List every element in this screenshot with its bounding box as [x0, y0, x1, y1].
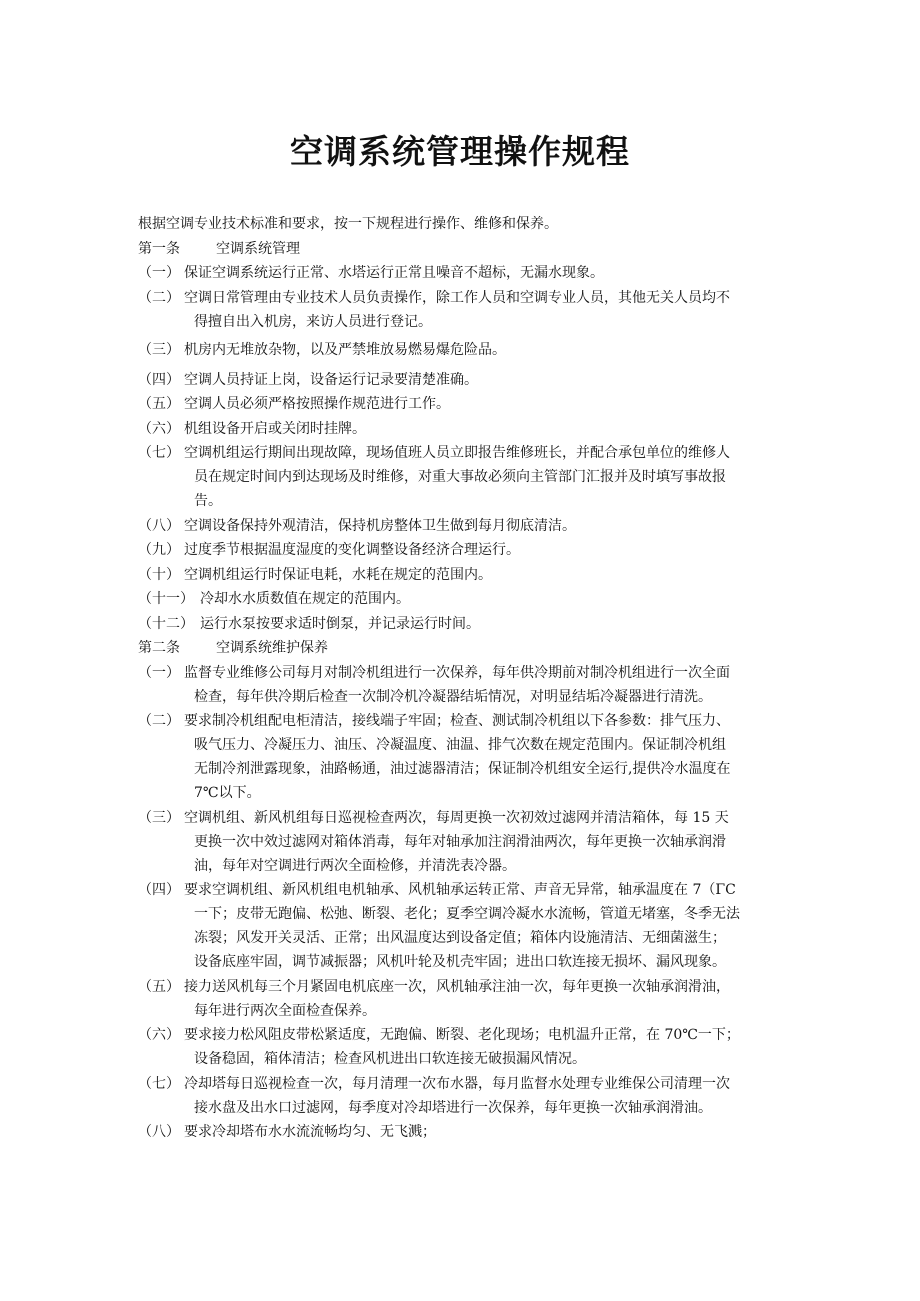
item-line: 冻裂；风发开关灵活、正常；出风温度达到设备定值；箱体内设施清洁、无细菌滋生；	[194, 930, 726, 946]
item-line: 油，每年对空调进行两次全面检修，并清洗表冷器。	[194, 857, 516, 874]
item-line: 接水盘及出水口过滤网，每季度对冷却塔进行一次保养，每年更换一次轴承润滑油。	[194, 1099, 712, 1116]
item-number: （六）	[138, 1027, 180, 1043]
list-item	[138, 261, 798, 285]
item-line: 空调机组运行时保证电耗，水耗在规定的范围内。	[184, 566, 492, 583]
list-item	[138, 563, 798, 587]
item-number: （十一）	[138, 591, 194, 607]
item-line: 要求接力松风阻皮带松紧适度，无跑偏、断裂、老化现场；电机温升正常，在 70℃一下；	[184, 1027, 740, 1043]
item-line: 空调机组、新风机组每日巡视检查两次，每周更换一次初效过滤网并清洁箱体，每 15 天	[184, 809, 729, 826]
item-number: （四）	[138, 371, 180, 388]
item-line: 冷却水水质数值在规定的范围内。	[200, 591, 410, 607]
item-number: （一）	[138, 265, 180, 281]
list-item	[138, 975, 798, 1023]
item-line: 吸气压力、冷凝压力、油压、冷凝温度、油温、排气次数在规定范围内。保证制冷机组	[194, 737, 726, 753]
list-item	[138, 538, 798, 562]
item-number: （十）	[138, 566, 180, 583]
intro-paragraph: 根据空调专业技术标准和要求，按一下规程进行操作、维修和保养。	[138, 216, 558, 232]
article-title: 空调系统维护保养	[216, 640, 328, 656]
list-item	[138, 1023, 798, 1071]
item-number: （八）	[138, 1124, 180, 1140]
item-line: 无制冷剂泄露现象，油路畅通，油过滤器清洁；保证制冷机组安全运行,提供冷水温度在	[194, 761, 731, 777]
item-line: 告。	[194, 493, 222, 509]
item-number: （四）	[138, 882, 180, 898]
article-heading	[138, 636, 798, 661]
list-item	[138, 417, 798, 441]
list-item	[138, 806, 798, 878]
item-line: 得擅自出入机房，来访人员进行登记。	[194, 313, 432, 330]
item-number: （十二）	[138, 615, 194, 632]
item-line: 设备底座牢固，调节减振器；风机叶轮及机壳牢固；进出口软连接无损坏、漏风现象。	[194, 954, 726, 970]
list-item	[138, 392, 798, 416]
article-title: 空调系统管理	[216, 240, 300, 257]
document-body	[138, 212, 798, 1145]
item-number: （八）	[138, 517, 180, 534]
list-item	[138, 286, 798, 334]
article-number: 第二条	[138, 640, 180, 656]
item-line: 一下；皮带无跑偏、松弛、断裂、老化；夏季空调冷凝水水流畅，管道无堵塞，冬季无法	[194, 906, 740, 922]
list-item	[138, 709, 798, 805]
item-line: 更换一次中效过滤网对箱体消毒，每年对轴承加注润滑油两次，每年更换一次轴承润滑	[194, 833, 726, 850]
item-line: 要求空调机组、新风机组电机轴承、风机轴承运转正常、声音无异常，轴承温度在 7（ΓC	[184, 882, 736, 898]
list-item	[138, 1072, 798, 1120]
list-item	[138, 587, 798, 611]
list-item	[138, 514, 798, 538]
item-number: （三）	[138, 341, 180, 358]
item-line: 过度季节根据温度湿度的变化调整设备经济合理运行。	[184, 542, 520, 558]
item-line: 员在规定时间内到达现场及时维修，对重大事故必须向主管部门汇报并及时填写事故报	[194, 469, 726, 485]
item-number: （九）	[138, 542, 180, 558]
item-line: 监督专业维修公司每月对制冷机组进行一次保养，每年供冷期前对制冷机组进行一次全面	[184, 664, 730, 681]
item-line: 要求冷却塔布水水流流畅均匀、无飞溅；	[184, 1124, 436, 1140]
list-item	[138, 368, 798, 392]
item-line: 运行水泵按要求适时倒泵，并记录运行时间。	[200, 615, 480, 632]
list-item	[138, 338, 798, 362]
item-line: 要求制冷机组配电柜清洁，接线端子牢固；检查、测试制冷机组以下各参数：排气压力、	[184, 713, 730, 729]
item-line: 7℃以下。	[194, 785, 261, 801]
item-line: 空调日常管理由专业技术人员负责操作，除工作人员和空调专业人员，其他无关人员均不	[184, 289, 730, 306]
item-number: （七）	[138, 445, 180, 461]
item-number: （六）	[138, 420, 180, 437]
item-line: 冷却塔每日巡视检查一次，每月清理一次布水器，每月监督水处理专业维保公司清理一次	[184, 1075, 730, 1092]
item-line: 空调人员必须严格按照操作规范进行工作。	[184, 396, 450, 412]
article-number: 第一条	[138, 240, 180, 257]
item-line: 接力送风机每三个月紧固电机底座一次，风机轴承注油一次，每年更换一次轴承润滑油，	[184, 978, 730, 995]
list-item	[138, 661, 798, 709]
item-number: （二）	[138, 289, 180, 306]
item-line: 机房内无堆放杂物，以及严禁堆放易燃易爆危险品。	[184, 341, 506, 358]
list-item	[138, 878, 798, 974]
item-line: 机组设备开启或关闭时挂牌。	[184, 420, 366, 437]
item-line: 空调设备保持外观清洁，保持机房整体卫生做到每月彻底清洁。	[184, 517, 576, 534]
item-line: 检查，每年供冷期后检查一次制冷机冷凝器结垢情况，对明显结垢冷凝器进行清洗。	[194, 688, 712, 705]
item-number: （三）	[138, 809, 180, 826]
item-number: （一）	[138, 664, 180, 681]
item-number: （五）	[138, 396, 180, 412]
list-item	[138, 441, 798, 513]
list-item	[138, 612, 798, 636]
article-heading	[138, 237, 798, 262]
item-number: （七）	[138, 1075, 180, 1092]
item-line: 空调机组运行期间出现故障，现场值班人员立即报告维修班长，并配合承包单位的维修人	[184, 445, 730, 461]
item-line: 每年进行两次全面检查保养。	[194, 1002, 376, 1019]
item-line: 空调人员持证上岗，设备运行记录要清楚准确。	[184, 371, 478, 388]
item-line: 设备稳固，箱体清洁；检查风机进出口软连接无破损漏风情况。	[194, 1051, 586, 1067]
document-title: 空调系统管理操作规程	[290, 132, 630, 171]
item-number: （二）	[138, 713, 180, 729]
list-item	[138, 1120, 798, 1144]
item-line: 保证空调系统运行正常、水塔运行正常且噪音不超标，无漏水现象。	[184, 265, 604, 281]
item-number: （五）	[138, 978, 180, 995]
